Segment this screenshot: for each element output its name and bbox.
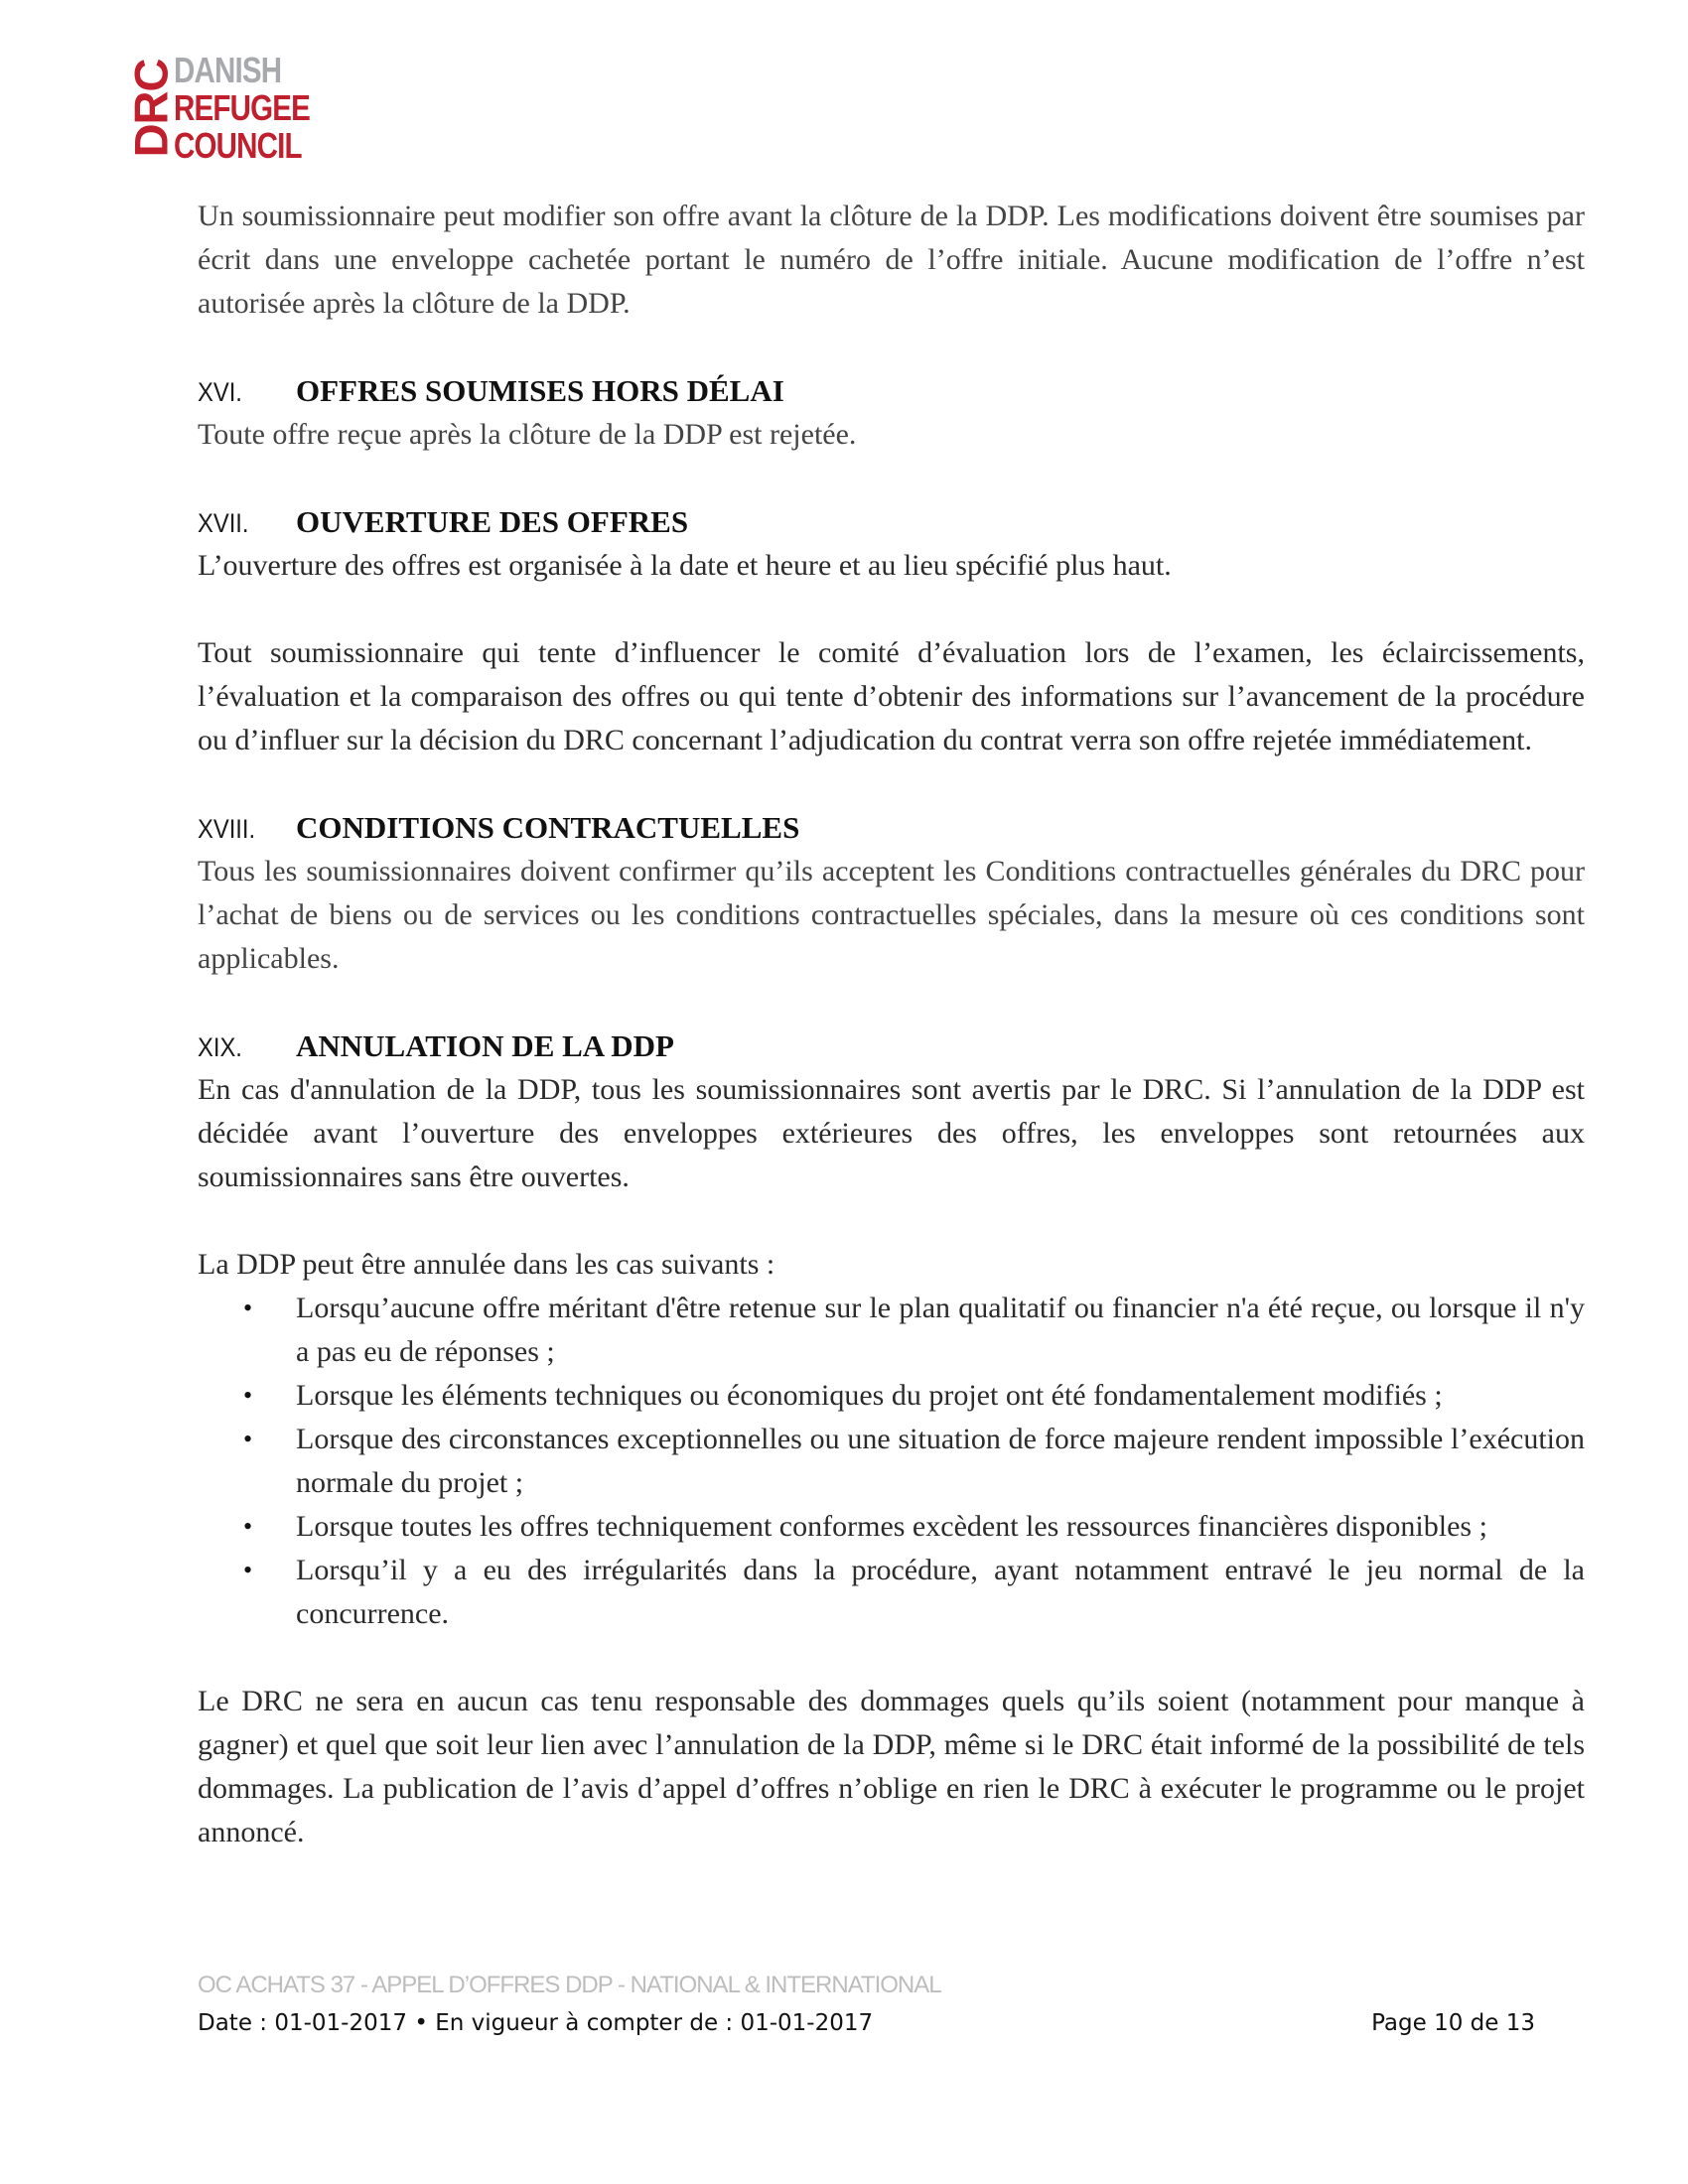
list-item-text: Lorsque des circonstances exceptionnelles ou une situation de force majeure rendent impossible l’exécution normale du projet ; bbox=[296, 1423, 1585, 1499]
logo-mark bbox=[124, 50, 178, 167]
section-number: XVIII. bbox=[198, 814, 256, 844]
footer-date: Date : 01-01-2017 • En vigueur à compter de : 01-01-2017 bbox=[198, 2010, 874, 2036]
section-heading-xix bbox=[198, 1024, 1585, 1068]
logo-line-council: COUNCIL bbox=[174, 125, 302, 166]
section-heading-xviii bbox=[198, 806, 1585, 850]
page-footer bbox=[198, 1970, 1585, 2041]
drc-logo bbox=[124, 50, 341, 169]
logo-wordmark bbox=[174, 52, 340, 165]
list-item-text: Lorsque toutes les offres techniquement conformes excèdent les ressources financières disponibles ; bbox=[296, 1510, 1487, 1543]
list-item-text: Lorsqu’il y a eu des irrégularités dans la procédure, ayant notamment entravé le jeu normal de la concurrence. bbox=[296, 1554, 1585, 1630]
list-item bbox=[198, 1418, 1585, 1505]
bullet-icon: • bbox=[243, 1556, 253, 1584]
list-item bbox=[198, 1287, 1585, 1374]
logo-mark-text: DRC bbox=[124, 59, 178, 158]
list-item bbox=[198, 1549, 1585, 1636]
section-number: XIX. bbox=[198, 1032, 242, 1062]
list-item-text: Lorsqu’aucune offre méritant d'être retenue sur le plan qualitatif ou financier n'a été reçue, ou lorsque il n'y a pas eu de réponses ; bbox=[296, 1292, 1585, 1368]
list-item-text: Lorsque les éléments techniques ou économiques du projet ont été fondamentalement modifiés ; bbox=[296, 1379, 1443, 1412]
section-paragraph: La DDP peut être annulée dans les cas suivants : bbox=[198, 1248, 775, 1281]
section-title: OUVERTURE DES OFFRES bbox=[296, 504, 689, 539]
section-number: XVII. bbox=[198, 508, 249, 538]
section-paragraph: L’ouverture des offres est organisée à la date et heure et au lieu spécifié plus haut. bbox=[198, 549, 1172, 582]
intro-paragraph: Un soumissionnaire peut modifier son offre avant la clôture de la DDP. Les modifications doivent être soumises par écrit dans une enveloppe cachetée portant le numéro de l’offre initiale. Aucune modification de l’offre n’est autorisée après la clôture de la DDP. bbox=[198, 200, 1585, 320]
closing-paragraph: Le DRC ne sera en aucun cas tenu responsable des dommages quels qu’ils soient (notamment pour manque à gagner) et quel que soit leur lien avec l’annulation de la DDP, même si le DRC était informé de la possibilité de tels dommages. La publication de l’avis d’appel d’offres n’oblige en rien le DRC à exécuter le programme ou le projet annoncé. bbox=[198, 1685, 1585, 1848]
section-title: OFFRES SOUMISES HORS DÉLAI bbox=[296, 373, 784, 408]
section-paragraph: Tous les soumissionnaires doivent confirmer qu’ils acceptent les Conditions contractuelles générales du DRC pour l’achat de biens ou de services ou les conditions contractuelles spéciales, dans la mesure où ces conditions sont applicables. bbox=[198, 855, 1585, 975]
list-item bbox=[198, 1374, 1585, 1418]
cancellation-cases-list bbox=[198, 1287, 1585, 1636]
section-title: ANNULATION DE LA DDP bbox=[296, 1028, 674, 1063]
section-title: CONDITIONS CONTRACTUELLES bbox=[296, 810, 800, 845]
page-number: Page 10 de 13 bbox=[1371, 2010, 1535, 2036]
bullet-icon: • bbox=[243, 1425, 253, 1453]
footer-info-line bbox=[198, 2005, 1585, 2041]
logo-line-refugee: REFUGEE bbox=[174, 87, 310, 128]
bullet-icon: • bbox=[243, 1512, 253, 1541]
section-heading-xvi bbox=[198, 369, 1585, 413]
footer-document-title: OC ACHATS 37 - APPEL D’OFFRES DDP - NATIONAL & INTERNATIONAL bbox=[198, 1972, 941, 1998]
bullet-icon: • bbox=[243, 1294, 253, 1322]
document-body bbox=[198, 195, 1585, 1854]
section-paragraph: En cas d'annulation de la DDP, tous les soumissionnaires sont avertis par le DRC. Si l’annulation de la DDP est décidée avant l’ouverture des enveloppes extérieures des offres, les enveloppes sont retournées aux soumissionnaires sans être ouvertes. bbox=[198, 1073, 1585, 1193]
bullet-icon: • bbox=[243, 1381, 253, 1410]
section-paragraph: Toute offre reçue après la clôture de la DDP est rejetée. bbox=[198, 418, 857, 451]
logo-line-danish: DANISH bbox=[174, 50, 282, 90]
section-number: XVI. bbox=[198, 377, 242, 407]
section-heading-xvii bbox=[198, 500, 1585, 544]
section-paragraph: Tout soumissionnaire qui tente d’influencer le comité d’évaluation lors de l’examen, les éclaircissements, l’évaluation et la comparaison des offres ou qui tente d’obtenir des informations sur l’avancement de la procédure ou d’influer sur la décision du DRC concernant l’adjudication du contrat verra son offre rejetée immédiatement. bbox=[198, 636, 1585, 756]
list-item bbox=[198, 1505, 1585, 1549]
